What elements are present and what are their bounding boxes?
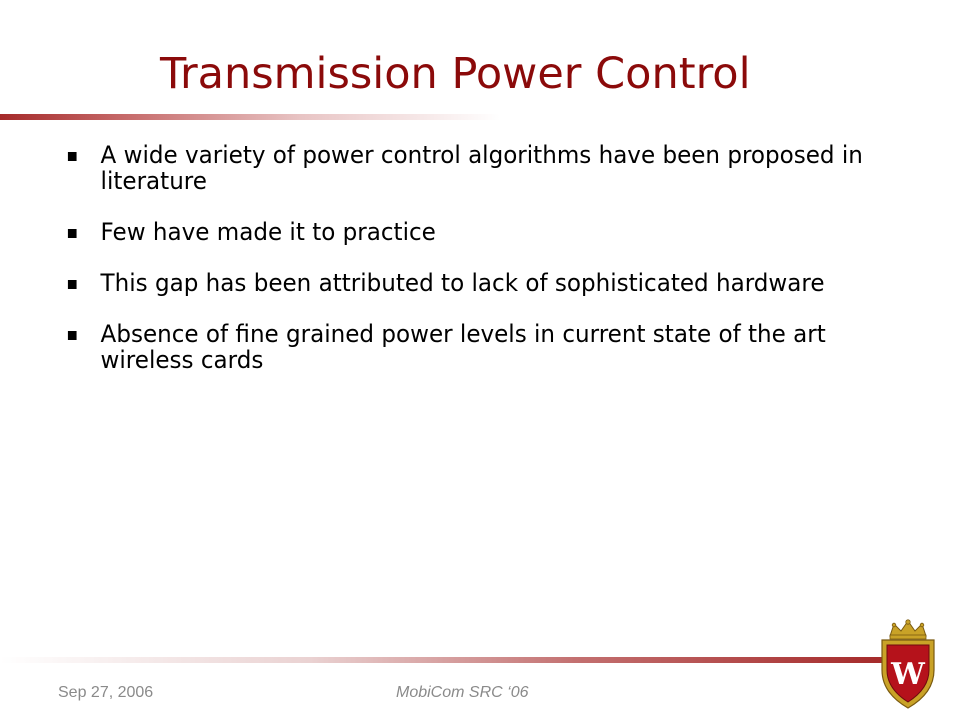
footer-divider <box>0 657 885 663</box>
bullet-text: A wide variety of power control algorithms have been proposed in literature <box>100 141 863 195</box>
bullet-item <box>66 142 882 194</box>
bullet-item <box>66 321 882 373</box>
footer-date: Sep 27, 2006 <box>58 684 154 701</box>
crest-letter: W <box>891 657 925 692</box>
university-crest-w-icon <box>876 618 940 710</box>
title-underline <box>0 114 500 120</box>
bullet-text: This gap has been attributed to lack of sophisticated hardware <box>100 269 825 297</box>
bullet-list <box>66 142 916 398</box>
square-bullet-icon <box>68 331 77 340</box>
square-bullet-icon <box>68 152 77 161</box>
bullet-item <box>66 219 882 245</box>
footer-event: MobiCom SRC ‘06 <box>396 684 529 701</box>
bullet-text: Absence of fine grained power levels in current state of the art wireless cards <box>100 320 826 374</box>
square-bullet-icon <box>68 229 77 238</box>
bullet-item <box>66 270 882 296</box>
square-bullet-icon <box>68 280 77 289</box>
bullet-text: Few have made it to practice <box>100 218 436 246</box>
slide-title: Transmission Power Control <box>160 49 751 99</box>
